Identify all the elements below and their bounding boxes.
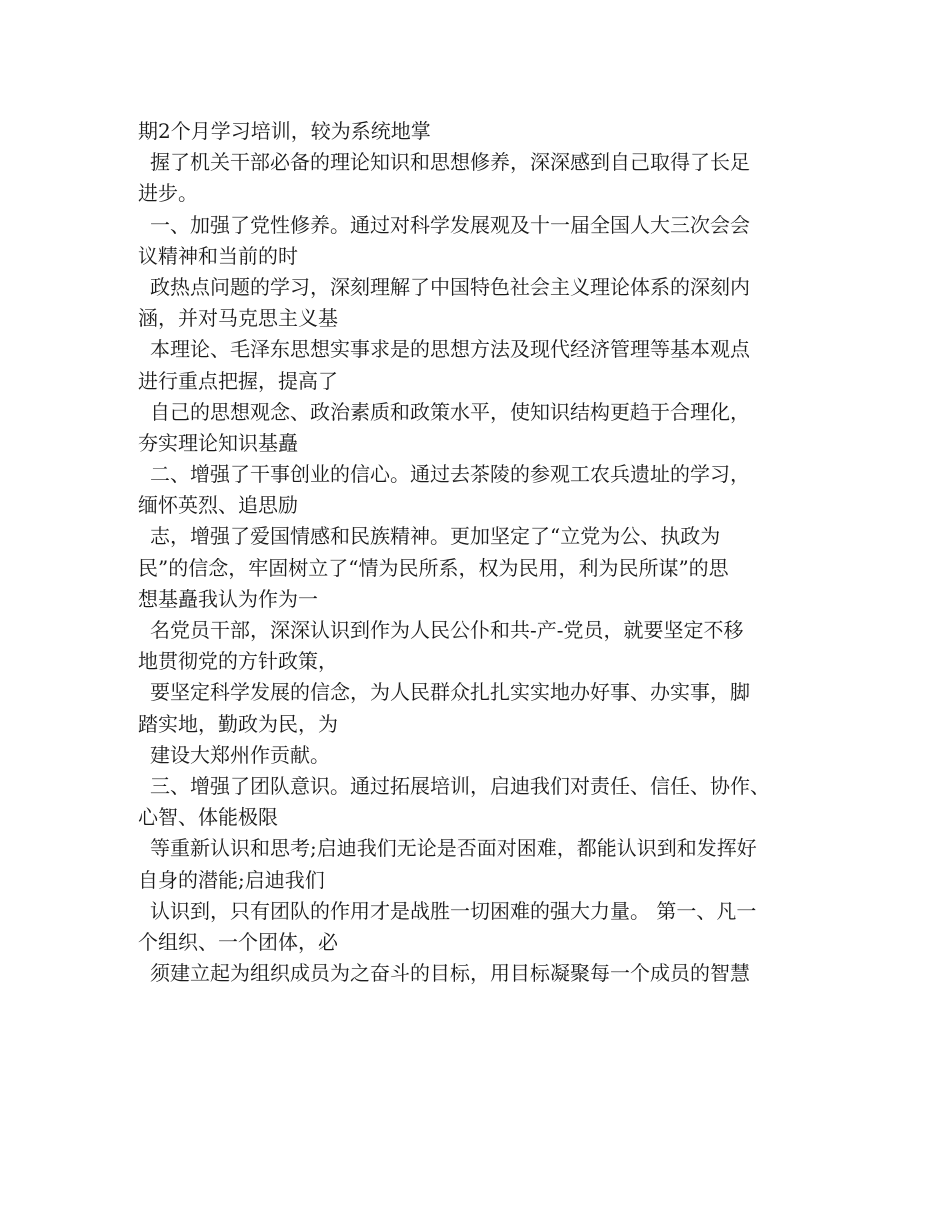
text-line: 民”的信念，牢固树立了“情为民所系，权为民用，利为民所谋”的思 [138,555,729,580]
text-line: 二、增强了干事创业的信心。通过去茶陵的参观工农兵遗址的学习， [150,462,750,487]
text-line: 名党员干部，深深认识到作为人民公仆和共-产-党员，就要坚定不移 [150,618,744,642]
text-line: 一、加强了党性修养。通过对科学发展观及十一届全国人大三次会会 [150,212,750,237]
text-line: 涵，并对马克思主义基 [138,306,338,331]
text-line: 本理论、毛泽东思想实事求是的思想方法及现代经济管理等基本观点 [150,337,750,362]
text-line: 地贯彻党的方针政策， [138,649,338,674]
text-line: 等重新认识和思考;启迪我们无论是否面对困难，都能认识到和发挥好 [150,836,757,861]
text-line: 个组织、一个团体，必 [138,929,338,954]
text-line: 三、增强了团队意识。通过拓展培训，启迪我们对责任、信任、协作、 [150,773,770,798]
text-line: 认识到，只有团队的作用才是战胜一切困难的强大力量。 第一、凡一 [150,898,757,923]
text-line: 志，增强了爱国情感和民族精神。更加坚定了“立党为公、执政为 [150,524,721,549]
text-line: 握了机关干部必备的理论知识和思想修养，深深感到自己取得了长足 [150,150,750,175]
text-line: 须建立起为组织成员为之奋斗的目标，用目标凝聚每一个成员的智慧 [150,961,750,986]
text-line: 自身的潜能;启迪我们 [138,867,325,892]
text-line: 想基矗我认为作为一 [138,586,318,611]
text-line: 缅怀英烈、追思励 [138,493,298,518]
text-line: 自己的思想观念、政治素质和政策水平，使知识结构更趋于合理化， [150,399,750,424]
text-line: 建设大郑州作贡献。 [150,742,330,767]
text-line: 进行重点把握，提高了 [138,368,338,393]
text-line: 踏实地，勤政为民，为 [138,711,338,736]
text-line: 夯实理论知识基矗 [138,430,298,455]
text-line: 心智、体能极限 [138,805,278,830]
text-line: 进步。 [138,181,198,206]
text-line: 议精神和当前的时 [138,243,298,268]
text-line: 政热点问题的学习，深刻理解了中国特色社会主义理论体系的深刻内 [150,274,750,299]
document-body [138,116,838,989]
text-line: 要坚定科学发展的信念，为人民群众扎扎实实地办好事、办实事，脚 [150,680,750,705]
text-line: 期2个月学习培训，较为系统地掌 [138,119,431,143]
